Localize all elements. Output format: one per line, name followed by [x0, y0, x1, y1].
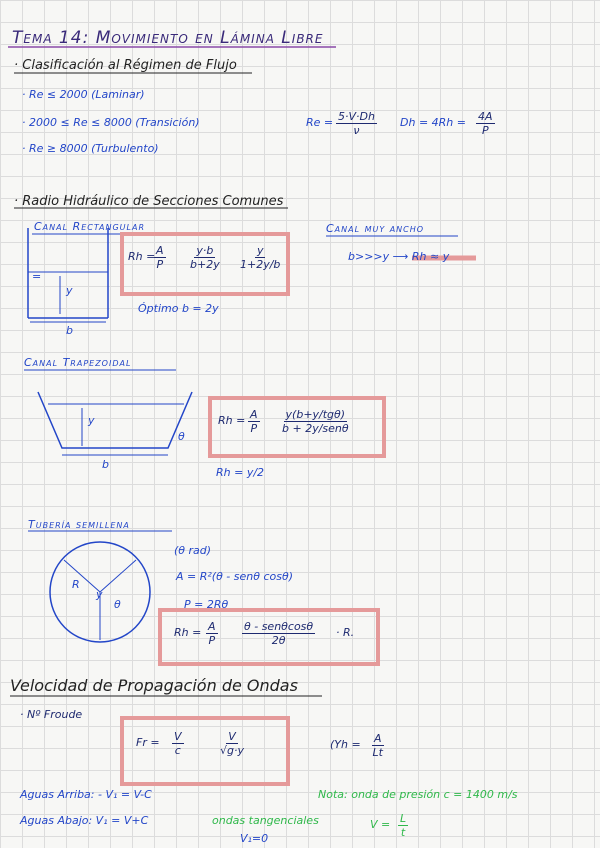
- rect-f1d: P: [156, 258, 164, 271]
- fr-f2d: √g·y: [220, 744, 244, 757]
- fr-f1d: c: [174, 744, 181, 757]
- tub-theta: θ: [114, 598, 121, 611]
- vl-frac: [398, 812, 408, 839]
- tub-R2: · R.: [336, 626, 355, 639]
- yh-lhs: (Yh =: [330, 738, 361, 751]
- trap-rh2: Rh = y/2: [216, 466, 265, 479]
- rect-f2n: y·b: [196, 244, 214, 257]
- dh-den: P: [481, 124, 489, 137]
- regimen-item-1: · Re ≤ 2000 (Laminar): [22, 88, 145, 101]
- radio-heading: · Radio Hidráulico de Secciones Comunes: [14, 194, 284, 209]
- trap-f1d: P: [250, 422, 258, 435]
- pipe-radius-left: [64, 560, 100, 592]
- rect-optimo: Óptimo b = 2y: [138, 302, 219, 315]
- trap-b: b: [102, 458, 109, 471]
- tub-A: A = R²(θ - senθ cosθ): [176, 570, 293, 583]
- trap-theta: θ: [178, 430, 185, 443]
- vl-d: t: [400, 826, 406, 839]
- rect-title: Canal Rectangular: [34, 220, 145, 233]
- yh-n: A: [374, 732, 382, 745]
- froude-formula-box: [120, 716, 290, 786]
- rect-frac-2: [190, 244, 220, 271]
- rect-frac-3: [240, 244, 280, 271]
- rect-f3d: 1+2y/b: [240, 258, 281, 271]
- page-title: Tema 14: Movimiento en Lámina Libre: [12, 28, 324, 48]
- trap-frac-1: [248, 408, 260, 435]
- re-lhs: Re =: [306, 116, 334, 129]
- pipe-radius-right: [100, 560, 136, 592]
- regimen-item-2: · 2000 ≤ Re ≤ 8000 (Transición): [22, 116, 200, 129]
- re-num: 5·V·Dh: [338, 110, 375, 123]
- rect-y: y: [66, 284, 73, 297]
- rect-eq: =: [32, 270, 42, 283]
- aguas-arriba: Aguas Arriba: - V₁ = V-C: [20, 788, 152, 801]
- regimen-heading: · Clasificación al Régimen de Flujo: [14, 58, 237, 73]
- nota-presion: Nota: onda de presión c = 1400 m/s: [318, 788, 518, 801]
- tub-f2d: 2θ: [271, 634, 286, 647]
- yh-frac: [372, 732, 384, 759]
- rect-f3n: y: [256, 244, 264, 257]
- rect-f2d: b+2y: [190, 258, 220, 271]
- trap-f2n: y(b+y/tgθ): [285, 408, 346, 421]
- fr-f1n: V: [174, 730, 182, 743]
- dh-fraction: [476, 110, 495, 137]
- rect-b: b: [66, 324, 73, 337]
- tub-frac-1: [206, 620, 218, 647]
- tub-rad: (θ rad): [174, 544, 212, 557]
- fr-frac-1: [172, 730, 184, 757]
- rect-rh: Rh =: [128, 250, 156, 263]
- froude-label: · Nº Froude: [20, 708, 83, 721]
- tub-frac-2: [242, 620, 315, 647]
- v1-cero: V₁=0: [240, 832, 269, 845]
- rect-frac-1: [154, 244, 166, 271]
- re-fraction: [336, 110, 377, 137]
- tub-f1d: P: [208, 634, 216, 647]
- trap-frac-2: [282, 408, 349, 435]
- trap-rh: Rh =: [218, 414, 246, 427]
- re-den: ν: [353, 124, 360, 137]
- tub-rh: Rh =: [174, 626, 202, 639]
- vl-lhs: V =: [370, 818, 391, 831]
- tub-f1n: A: [208, 620, 216, 633]
- fr-frac-2: [220, 730, 244, 757]
- aguas-abajo: Aguas Abajo: V₁ = V+C: [20, 814, 149, 827]
- ondas-tangenciales: ondas tangenciales: [212, 814, 319, 827]
- vl-n: L: [400, 812, 407, 825]
- trap-title: Canal Trapezoidal: [24, 356, 132, 369]
- dh-num: 4A: [478, 110, 493, 123]
- trap-f2d: b + 2y/senθ: [282, 422, 349, 435]
- ancho-formula: b>>>y ⟶ Rh ≈ y: [348, 250, 450, 263]
- regimen-item-3: · Re ≥ 8000 (Turbulento): [22, 142, 159, 155]
- tub-P: P = 2Rθ: [184, 598, 229, 611]
- dh-formula: Dh = 4Rh =: [400, 116, 466, 129]
- tub-f2n: θ - senθcosθ: [244, 620, 314, 633]
- fr-lhs: Fr =: [136, 736, 160, 749]
- velocidad-heading: Velocidad de Propagación de Ondas: [10, 676, 298, 695]
- tub-y: y: [96, 588, 103, 601]
- tub-R: R: [72, 578, 80, 591]
- fr-f2n: V: [228, 730, 236, 743]
- tub-title: Tubería semillena: [28, 518, 130, 531]
- trap-y: y: [88, 414, 95, 427]
- trap-outline: [38, 392, 192, 448]
- ancho-title: Canal muy ancho: [326, 222, 425, 235]
- trap-f1n: A: [250, 408, 258, 421]
- yh-d: Lt: [372, 746, 383, 759]
- rect-f1n: A: [156, 244, 164, 257]
